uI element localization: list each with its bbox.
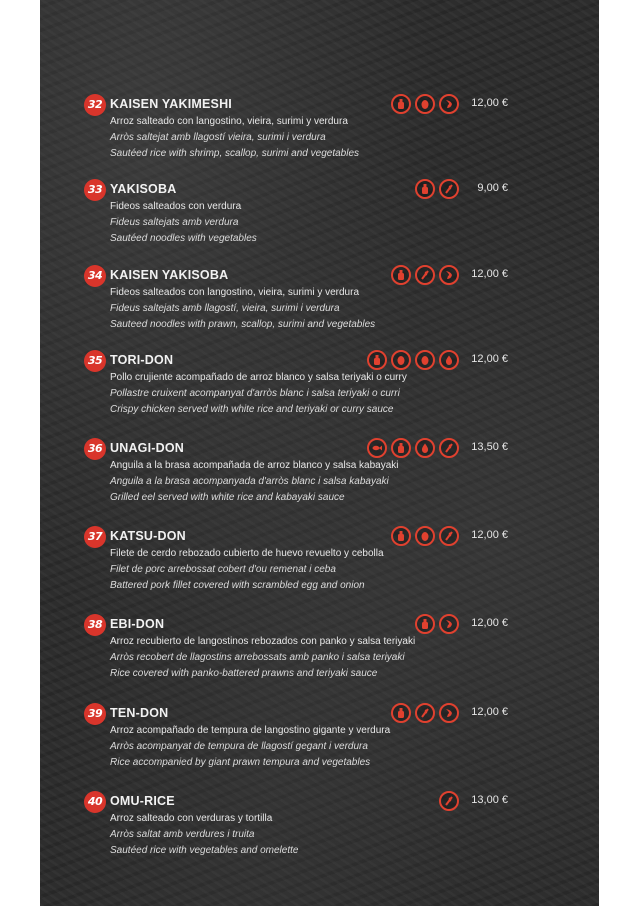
allergen-icon-fish [367,438,387,458]
allergen-icon-egg [415,350,435,370]
description-ca: Fideus saltejats amb verdura [110,217,239,228]
allergen-icon-shellfish [439,265,459,285]
description-en: Battered pork fillet covered with scrambled egg and onion [110,580,365,591]
allergen-icon-wheat [439,526,459,546]
menu-item [40,526,599,606]
description-en: Crispy chicken served with white rice and teriyaki or curry sauce [110,404,394,415]
allergen-icons [439,791,459,811]
description-ca: Anguila a la brasa acompanyada d'arròs blanc i salsa kabayaki [110,476,389,487]
dish-price: 12,00 € [471,268,508,280]
menu-item [40,438,599,518]
description-en: Rice accompanied by giant prawn tempura and vegetables [110,757,371,768]
allergen-icon-bottle [367,350,387,370]
dish-name: KAISEN YAKISOBA [110,268,229,282]
allergen-icons [367,350,459,370]
allergen-icon-bottle [391,94,411,114]
allergen-icon-drop [415,438,435,458]
description-ca: Arròs acompanyat de tempura de llagostí gegant i verdura [110,741,368,752]
dish-price: 12,00 € [471,617,508,629]
allergen-icons [367,438,459,458]
allergen-icon-wheat [439,438,459,458]
allergen-icons [391,265,459,285]
item-number-badge: 38 [84,614,106,636]
dish-name: TORI-DON [110,353,174,367]
description-ca: Arròs saltejat amb llagostí vieira, surimi i verdura [110,132,326,143]
description-es: Arroz recubierto de langostinos rebozados con panko y salsa teriyaki [110,636,416,647]
description-es: Arroz salteado con langostino, vieira, surimi y verdura [110,116,348,127]
allergen-icon-bottle [415,179,435,199]
dish-name: EBI-DON [110,617,165,631]
description-en: Sautéed rice with vegetables and omelette [110,845,299,856]
item-number-badge: 39 [84,703,106,725]
description-en: Grilled eel served with white rice and kabayaki sauce [110,492,345,503]
item-number-badge: 36 [84,438,106,460]
dish-price: 12,00 € [471,97,508,109]
dish-name: OMU-RICE [110,794,175,808]
item-number-badge: 40 [84,791,106,813]
menu-item [40,94,599,174]
allergen-icons [391,703,459,723]
description-en: Sauteed noodles with prawn, scallop, surimi and vegetables [110,319,376,330]
allergen-icon-egg [415,526,435,546]
allergen-icon-bottle [415,614,435,634]
menu-item [40,179,599,259]
description-es: Anguila a la brasa acompañada de arroz blanco y salsa kabayaki [110,460,399,471]
allergen-icon-drop [439,350,459,370]
dish-price: 12,00 € [471,706,508,718]
menu-item [40,703,599,783]
dish-name: UNAGI-DON [110,441,185,455]
allergen-icon-shellfish [439,614,459,634]
description-es: Arroz acompañado de tempura de langostino gigante y verdura [110,725,391,736]
allergen-icon-bottle [391,703,411,723]
allergen-icons [391,526,459,546]
allergen-icons [391,94,459,114]
allergen-icon-bottle [391,265,411,285]
dish-name: KATSU-DON [110,529,186,543]
description-ca: Arròs recobert de llagostins arrebossats amb panko i salsa teriyaki [110,652,405,663]
description-es: Fideos salteados con verdura [110,201,242,212]
allergen-icon-wheat [439,791,459,811]
allergen-icon-bottle [391,526,411,546]
dish-name: YAKISOBA [110,182,177,196]
allergen-icon-egg [391,350,411,370]
allergen-icon-wheat [415,265,435,285]
item-number-badge: 34 [84,265,106,287]
allergen-icons [415,179,459,199]
allergen-icon-shellfish [439,94,459,114]
item-number-badge: 35 [84,350,106,372]
dish-price: 12,00 € [471,353,508,365]
menu-page [40,0,599,906]
allergen-icon-shellfish [439,703,459,723]
description-ca: Pollastre cruixent acompanyat d'arròs blanc i salsa teriyaki o curri [110,388,400,399]
description-ca: Fideus saltejats amb llagostí, vieira, surimi i verdura [110,303,340,314]
item-number-badge: 32 [84,94,106,116]
allergen-icon-wheat [439,179,459,199]
dish-name: KAISEN YAKIMESHI [110,97,232,111]
description-en: Sautéed noodles with vegetables [110,233,257,244]
description-en: Sautéed rice with shrimp, scallop, surimi and vegetables [110,148,360,159]
item-number-badge: 37 [84,526,106,548]
allergen-icon-bottle [391,438,411,458]
dish-name: TEN-DON [110,706,169,720]
description-en: Rice covered with panko-battered prawns and teriyaki sauce [110,668,378,679]
dish-price: 9,00 € [477,182,508,194]
description-es: Fideos salteados con langostino, vieira, surimi y verdura [110,287,360,298]
allergen-icons [415,614,459,634]
dish-price: 12,00 € [471,529,508,541]
menu-item [40,614,599,694]
description-es: Filete de cerdo rebozado cubierto de huevo revuelto y cebolla [110,548,384,559]
description-ca: Arròs saltat amb verdures i truita [110,829,255,840]
menu-item [40,265,599,345]
allergen-icon-wheat [415,703,435,723]
item-number-badge: 33 [84,179,106,201]
menu-item [40,791,599,871]
menu-item [40,350,599,430]
allergen-icon-egg [415,94,435,114]
description-es: Arroz salteado con verduras y tortilla [110,813,273,824]
dish-price: 13,50 € [471,441,508,453]
description-ca: Filet de porc arrebossat cobert d'ou remenat i ceba [110,564,336,575]
description-es: Pollo crujiente acompañado de arroz blanco y salsa teriyaki o curry [110,372,407,383]
dish-price: 13,00 € [471,794,508,806]
